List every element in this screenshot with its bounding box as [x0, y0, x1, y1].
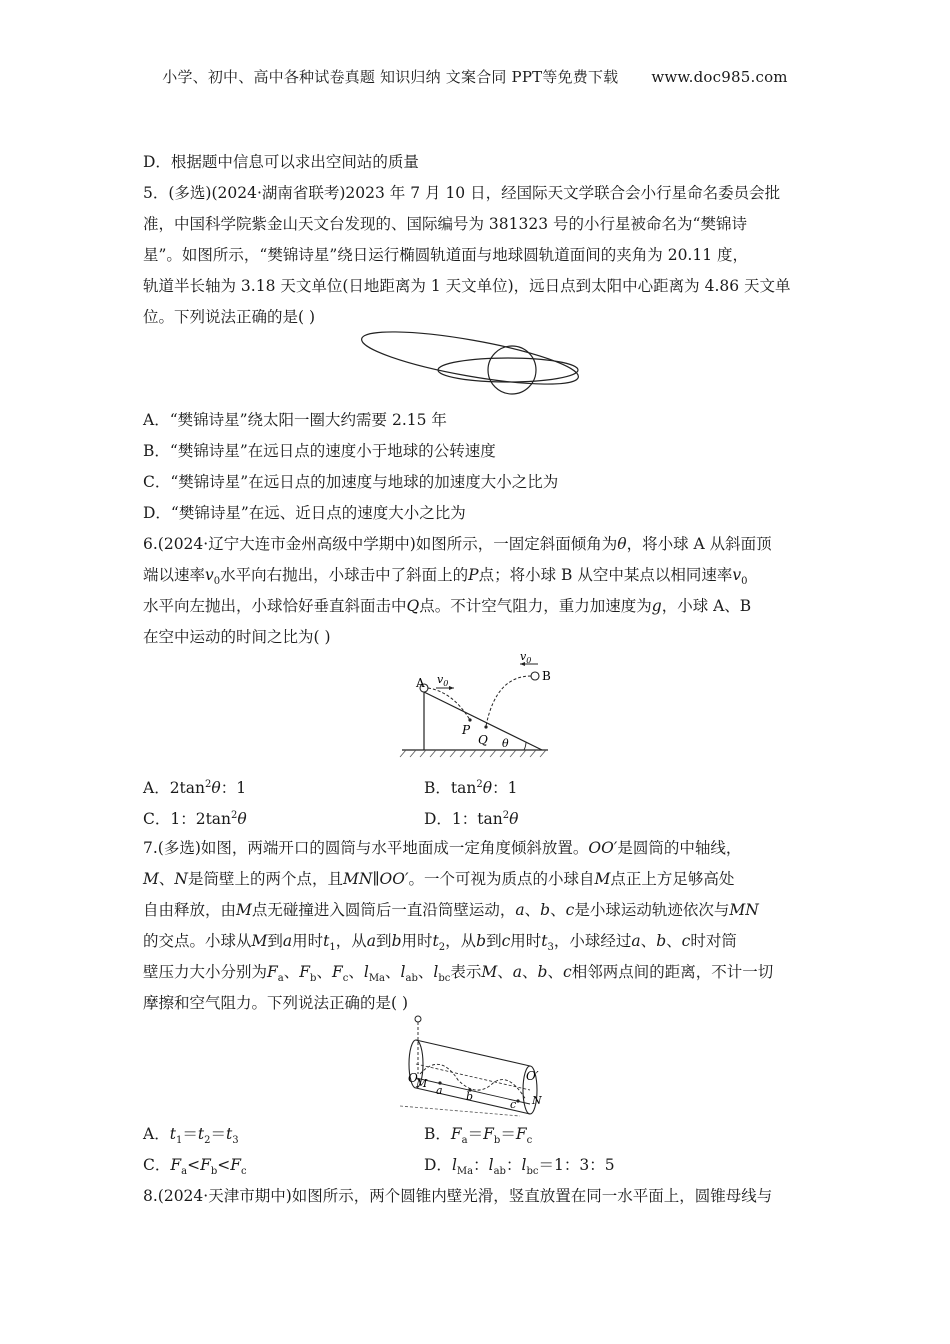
label-a: A [416, 676, 425, 690]
q5-line-1: 5．(多选)(2024·湖南省联考)2023 年 7 月 10 日，经国际天文学联合会小行星命名委员会批 [143, 184, 781, 202]
q5-option-d: D．“樊锦诗星”在远、近日点的速度大小之比为 [143, 504, 466, 522]
earth-orbit [438, 358, 578, 382]
label-p: P [462, 723, 471, 737]
q5-line-3: 星”。如图所示，“樊锦诗星”绕日运行椭圆轨道面与地球圆轨道面间的夹角为 20.11 度， [143, 246, 749, 264]
q7-options-row-1 [143, 1124, 815, 1151]
q5-option-c: C．“樊锦诗星”在远日点的加速度与地球的加速度大小之比为 [143, 473, 559, 491]
q5-orbit-figure [360, 330, 592, 402]
ball-b [531, 672, 539, 680]
asteroid-orbit [360, 330, 581, 395]
q6-line-1: 6.(2024·辽宁大连市金州高级中学期中)如图所示，一固定斜面倾角为θ，将小球 A 从斜面顶 [143, 535, 772, 553]
q5-line-5: 位。下列说法正确的是( ) [143, 308, 316, 326]
q6-option-a: A．$2\tan^2\theta$：1 [143, 779, 247, 798]
label-b-point: b [466, 1090, 474, 1103]
header-text: 小学、初中、高中各种试卷真题 知识归纳 文案合同 PPT等免费下载 [162, 68, 619, 86]
q5-option-b: B．“樊锦诗星”在远日点的速度小于地球的公转速度 [143, 442, 496, 460]
label-c-point: c [510, 1098, 517, 1111]
q7-line-4: 的交点。小球从M到a用时$t_1$，从a到b用时$t_2$，从b到c用时$t_3$，小球经过a、b、c时对筒 [143, 932, 737, 954]
q7-option-d: D．$l_{Ma}$：$l_{ab}$：$l_{bc}=1$：3：5 [424, 1156, 615, 1178]
q6-option-d: D．1：$\tan^2\theta$ [424, 810, 519, 829]
q7-cylinder-figure [400, 1012, 548, 1118]
q7-line-3: 自由释放，由M点无碰撞进入圆筒后一直沿筒壁运动，a、b、c是小球运动轨迹依次与MN [143, 901, 759, 919]
label-n: N [532, 1094, 542, 1107]
q7-option-c: C．$F_a<F_b<F_c$ [143, 1156, 247, 1178]
label-m: M [416, 1077, 428, 1090]
sun-circle [488, 346, 536, 394]
label-o-prime: O′ [526, 1069, 539, 1083]
q7-line-5: 壁压力大小分别为$F_a$、$F_b$、$F_c$、$l_{Ma}$、$l_{ab}$、$l_{bc}$表示M、a、b、c相邻两点间的距离，不计一切 [143, 963, 774, 985]
q6-line-2: 端以速率$v_0$水平向右抛出，小球击中了斜面上的P点；将小球 B 从空中某点以相同速率$v_0$ [143, 566, 748, 588]
label-b: B [542, 669, 551, 683]
label-v0-b: $v_0$ [520, 654, 532, 665]
q8-line-1: 8.(2024·天津市期中)如图所示，两个圆锥内壁光滑，竖直放置在同一水平面上，圆锥母线与 [143, 1187, 773, 1205]
label-theta: θ [502, 737, 509, 750]
label-v0-a: $v_0$ [437, 673, 449, 688]
q6-option-c: C．1：$2\tan^2\theta$ [143, 810, 247, 829]
label-o: O [408, 1071, 418, 1085]
q7-line-2: M、N是筒壁上的两个点，且MN∥OO′。一个可视为质点的小球自M点正上方足够高处 [143, 870, 735, 888]
q7-line-1: 7.(多选)如图，两端开口的圆筒与水平地面成一定角度倾斜放置。OO′是圆筒的中轴线， [143, 839, 742, 857]
q5-line-2: 准，中国科学院紫金山天文台发现的、国际编号为 381323 号的小行星被命名为“樊锦诗 [143, 215, 747, 233]
q7-option-a: A．$t_1=t_2=t_3$ [143, 1125, 239, 1147]
q6-line-4: 在空中运动的时间之比为( ) [143, 628, 331, 646]
q7-line-6: 摩擦和空气阻力。下列说法正确的是( ) [143, 994, 409, 1012]
header-site: www.doc985.com [651, 68, 788, 86]
q5-option-a: A．“樊锦诗星”绕太阳一圈大约需要 2.15 年 [143, 411, 447, 429]
q5-line-4: 轨道半长轴为 3.18 天文单位(日地距离为 1 天文单位)，远日点到太阳中心距离为 4.86 天文单 [143, 277, 791, 295]
q6-options-row-2 [143, 806, 815, 829]
q7-option-b: B．$F_a=F_b=F_c$ [424, 1125, 533, 1147]
q4-option-d: D．根据题中信息可以求出空间站的质量 [143, 153, 419, 171]
label-a-point: a [436, 1084, 443, 1097]
page-header [0, 66, 950, 87]
label-q: Q [478, 733, 488, 747]
q6-options-row-1 [143, 775, 815, 798]
q7-options-row-2 [143, 1155, 815, 1182]
q6-option-b: B．$\tan^2\theta$：1 [424, 779, 518, 798]
q6-line-3: 水平向左抛出，小球恰好垂直斜面击中Q点。不计空气阻力，重力加速度为g，小球 A、B [143, 597, 752, 615]
q6-incline-figure [398, 654, 558, 762]
